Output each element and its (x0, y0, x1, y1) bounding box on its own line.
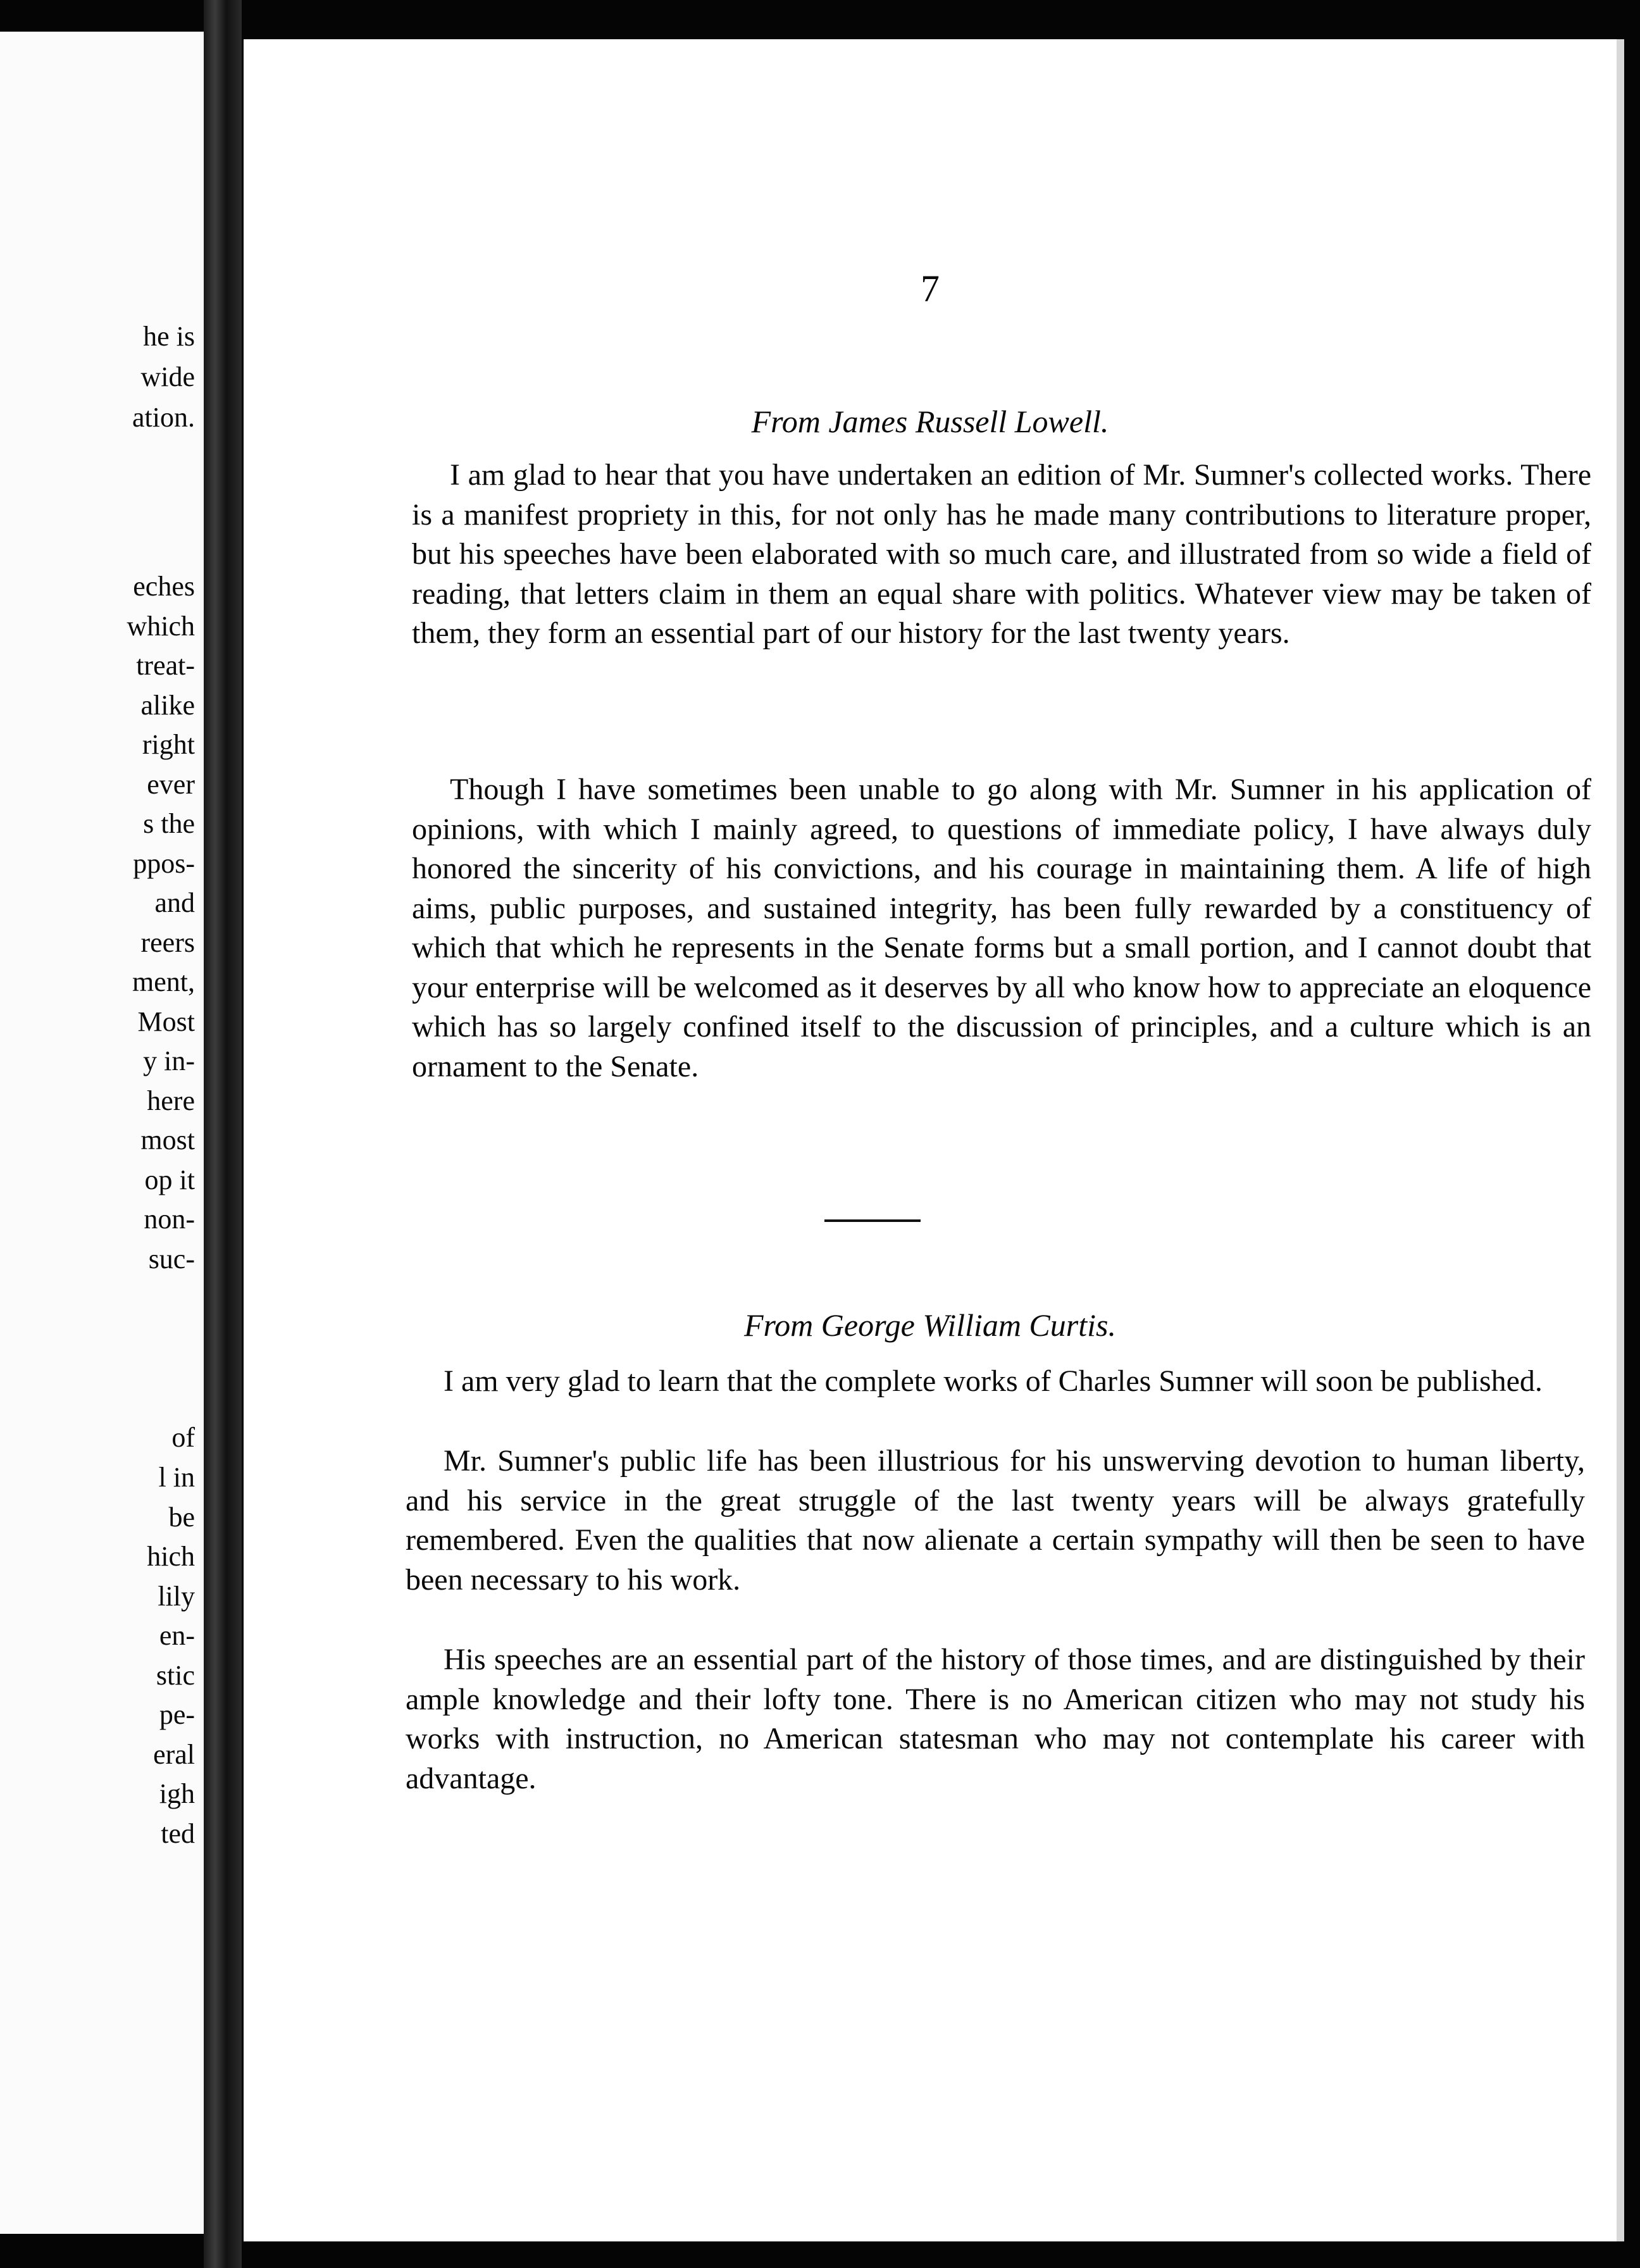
page-edge (1617, 39, 1624, 2241)
left-page-line: non- (144, 1204, 195, 1235)
left-page-line: y in- (143, 1045, 195, 1076)
left-page-line: ppos- (133, 848, 195, 879)
left-page-line: alike (140, 690, 195, 721)
book-gutter (204, 0, 242, 2268)
left-page-line: ation. (132, 402, 195, 433)
left-page-line: reers (140, 927, 195, 958)
left-page-line: treat- (136, 650, 195, 681)
left-page-line: eral (153, 1739, 195, 1770)
page-number: 7 (921, 268, 940, 309)
left-page-line: and (154, 887, 195, 918)
letter-paragraph: I am very glad to learn that the complete works of Charles Sumner will soon be published. (444, 1364, 1543, 1398)
letter-heading-lowell: From James Russell Lowell. (751, 404, 1109, 439)
section-divider (824, 1219, 921, 1222)
letter-heading-curtis: From George William Curtis. (744, 1307, 1116, 1343)
left-page-line: lily (158, 1581, 195, 1612)
left-page-line: stic (156, 1660, 195, 1691)
left-page-line: s the (143, 808, 195, 839)
left-page-line: hich (147, 1541, 195, 1572)
left-page-line: right (142, 729, 195, 760)
letter-paragraph: His speeches are an essential part of the history of those times, and are distinguished by their ample knowledge and their lofty tone. There is no American citizen who may not study his works with instruction, no American statesman who may not contemplate his career with advantage. (406, 1643, 1585, 1795)
letter-paragraph: Though I have sometimes been unable to go along with Mr. Sumner in his application of opinions, with which I mainly agreed, to questions of immediate policy, I have always duly honored the sincerity of his convictions, and his courage in maintaining them. A life of high aims, public purposes, and sustained integrity, has been fully rewarded by a constituency of which that which he represents in the Senate forms but a small portion, and I cannot doubt that your enterprise will be welcomed as it deserves by all who know how to appreciate an eloquence which has so largely confined itself to the discussion of principles, and a culture which is an ornament to the Senate. (412, 773, 1591, 1083)
left-page-line: be (168, 1502, 195, 1533)
left-page-line: ted (161, 1818, 195, 1849)
left-page-line: of (171, 1422, 195, 1453)
left-page-line: he is (143, 321, 195, 352)
letter-paragraph: I am glad to hear that you have undertaken an edition of Mr. Sumner's collected works. There is a manifest propriety in this, for not only has he made many contributions to literature proper, but his speeches have been elaborated with so much care, and illustrated from so wide a field of reading, that letters claim in them an equal share with politics. Whatever view may be taken of them, they form an essential part of our history for the last twenty years. (412, 458, 1591, 650)
left-page-line: wide (140, 361, 195, 392)
left-page-line: op it (144, 1164, 195, 1195)
letter-paragraph: Mr. Sumner's public life has been illustrious for his unswerving devotion to human liberty, and his service in the great struggle of the last twenty years will be always gratefully remembered. Even the qualities that now alienate a certain sympathy will then be seen to have been necessary to his work. (406, 1444, 1585, 1597)
left-page-line: ment, (132, 966, 195, 997)
left-page-line: ever (147, 769, 195, 800)
left-page-line: here (147, 1085, 195, 1116)
left-page-line: which (127, 611, 195, 642)
previous-page-fragment (0, 32, 204, 2234)
left-page-line: Most (137, 1006, 195, 1037)
left-page-line: suc- (148, 1243, 195, 1274)
left-page-line: en- (159, 1620, 195, 1651)
left-page-line: pe- (159, 1699, 195, 1730)
left-page-line: eches (133, 571, 195, 602)
left-page-line: igh (159, 1778, 195, 1809)
left-page-line: most (140, 1125, 195, 1156)
book-page (244, 39, 1617, 2241)
left-page-line: l in (158, 1462, 195, 1493)
